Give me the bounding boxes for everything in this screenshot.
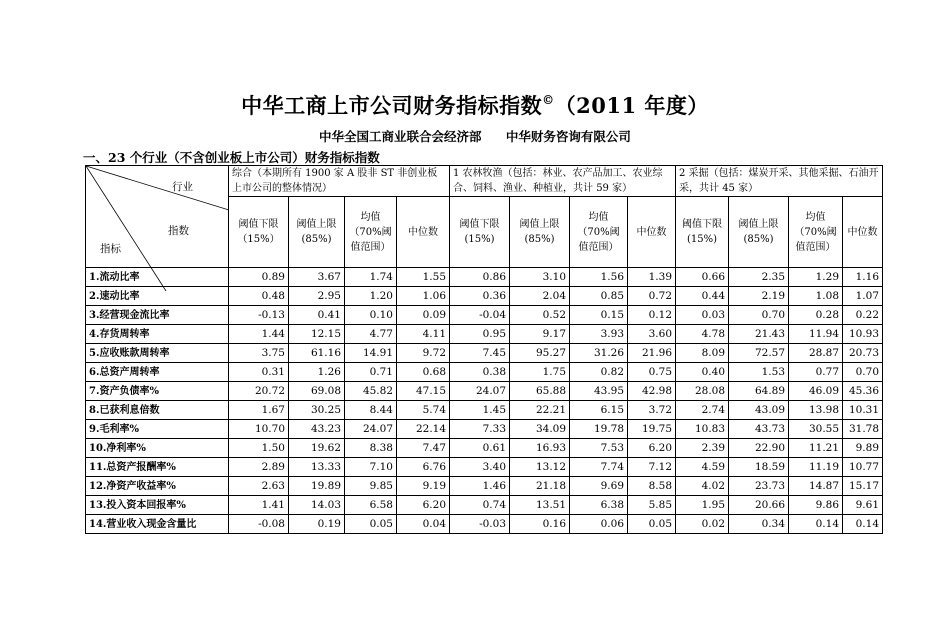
value-cell: 1.67 bbox=[229, 401, 289, 420]
table-row bbox=[86, 382, 883, 401]
value-cell: 1.50 bbox=[229, 439, 289, 458]
subheader-cell: 中位数 bbox=[843, 197, 883, 268]
value-cell: 13.33 bbox=[289, 458, 345, 477]
copyright-mark: © bbox=[542, 93, 555, 107]
value-cell: 19.62 bbox=[289, 439, 345, 458]
value-cell: 10.70 bbox=[229, 420, 289, 439]
value-cell: -0.08 bbox=[229, 515, 289, 534]
value-cell: 0.28 bbox=[789, 306, 843, 325]
indicator-name: 1.流动比率 bbox=[86, 268, 229, 287]
value-cell: 21.96 bbox=[628, 344, 676, 363]
value-cell: 3.40 bbox=[450, 458, 510, 477]
value-cell: 34.09 bbox=[510, 420, 570, 439]
value-cell: 0.03 bbox=[676, 306, 729, 325]
corner-diagonal-lines bbox=[86, 166, 229, 291]
value-cell: 22.90 bbox=[729, 439, 789, 458]
value-cell: 2.19 bbox=[729, 287, 789, 306]
value-cell: 1.08 bbox=[789, 287, 843, 306]
value-cell: 0.86 bbox=[450, 268, 510, 287]
subheader-cell: 均值（70%阈值范围） bbox=[570, 197, 628, 268]
value-cell: 8.09 bbox=[676, 344, 729, 363]
indicator-name: 4.存货周转率 bbox=[86, 325, 229, 344]
value-cell: 0.77 bbox=[789, 363, 843, 382]
table-body bbox=[86, 268, 883, 534]
value-cell: 6.20 bbox=[397, 496, 450, 515]
value-cell: 6.15 bbox=[570, 401, 628, 420]
indicator-name: 9.毛利率% bbox=[86, 420, 229, 439]
value-cell: -0.03 bbox=[450, 515, 510, 534]
value-cell: 21.18 bbox=[510, 477, 570, 496]
value-cell: 0.12 bbox=[628, 306, 676, 325]
value-cell: 0.48 bbox=[229, 287, 289, 306]
value-cell: 10.93 bbox=[843, 325, 883, 344]
value-cell: 13.51 bbox=[510, 496, 570, 515]
value-cell: 69.08 bbox=[289, 382, 345, 401]
group-header-agriculture: 1 农林牧渔（包括：林业、农产品加工、农业综合、饲料、渔业、种植业，共计 59 家） bbox=[450, 166, 676, 197]
group-header-mining: 2 采掘（包括：煤炭开采、其他采掘、石油开采，共计 45 家） bbox=[676, 166, 883, 197]
value-cell: 19.78 bbox=[570, 420, 628, 439]
value-cell: 43.09 bbox=[729, 401, 789, 420]
value-cell: 0.05 bbox=[345, 515, 397, 534]
value-cell: 13.12 bbox=[510, 458, 570, 477]
value-cell: 45.36 bbox=[843, 382, 883, 401]
value-cell: 7.33 bbox=[450, 420, 510, 439]
value-cell: 0.72 bbox=[628, 287, 676, 306]
value-cell: 0.09 bbox=[397, 306, 450, 325]
table-row bbox=[86, 458, 883, 477]
value-cell: 11.94 bbox=[789, 325, 843, 344]
value-cell: 0.31 bbox=[229, 363, 289, 382]
value-cell: 2.89 bbox=[229, 458, 289, 477]
value-cell: -0.04 bbox=[450, 306, 510, 325]
value-cell: 0.06 bbox=[570, 515, 628, 534]
value-cell: 31.78 bbox=[843, 420, 883, 439]
value-cell: 28.87 bbox=[789, 344, 843, 363]
table-row bbox=[86, 401, 883, 420]
org-name-2: 中华财务咨询有限公司 bbox=[505, 129, 631, 144]
value-cell: 5.85 bbox=[628, 496, 676, 515]
value-cell: 1.20 bbox=[345, 287, 397, 306]
value-cell: 10.31 bbox=[843, 401, 883, 420]
value-cell: 0.52 bbox=[510, 306, 570, 325]
value-cell: 0.14 bbox=[789, 515, 843, 534]
value-cell: 9.19 bbox=[397, 477, 450, 496]
value-cell: 0.82 bbox=[570, 363, 628, 382]
value-cell: 9.17 bbox=[510, 325, 570, 344]
value-cell: 16.93 bbox=[510, 439, 570, 458]
value-cell: 42.98 bbox=[628, 382, 676, 401]
value-cell: 1.26 bbox=[289, 363, 345, 382]
subheader-cell: 阈值上限(85%) bbox=[289, 197, 345, 268]
subheader-cell: 中位数 bbox=[628, 197, 676, 268]
value-cell: 0.14 bbox=[843, 515, 883, 534]
value-cell: 22.21 bbox=[510, 401, 570, 420]
subheader-cell: 均值（70%阈值范围） bbox=[345, 197, 397, 268]
value-cell: 6.58 bbox=[345, 496, 397, 515]
value-cell: 1.75 bbox=[510, 363, 570, 382]
value-cell: 1.56 bbox=[570, 268, 628, 287]
indicator-name: 10.净利率% bbox=[86, 439, 229, 458]
subheader-cell: 中位数 bbox=[397, 197, 450, 268]
value-cell: 10.83 bbox=[676, 420, 729, 439]
value-cell: 7.53 bbox=[570, 439, 628, 458]
value-cell: 1.45 bbox=[450, 401, 510, 420]
value-cell: 20.72 bbox=[229, 382, 289, 401]
indicator-name: 14.营业收入现金含量比 bbox=[86, 515, 229, 534]
corner-label-index: 指数 bbox=[168, 225, 189, 237]
value-cell: 0.95 bbox=[450, 325, 510, 344]
table-row bbox=[86, 363, 883, 382]
indicator-name: 12.净资产收益率% bbox=[86, 477, 229, 496]
value-cell: 31.26 bbox=[570, 344, 628, 363]
indicator-name: 3.经营现金流比率 bbox=[86, 306, 229, 325]
value-cell: 1.41 bbox=[229, 496, 289, 515]
indicator-name: 6.总资产周转率 bbox=[86, 363, 229, 382]
value-cell: 0.36 bbox=[450, 287, 510, 306]
corner-header-cell bbox=[86, 166, 229, 268]
value-cell: 3.10 bbox=[510, 268, 570, 287]
value-cell: 0.10 bbox=[345, 306, 397, 325]
value-cell: 2.63 bbox=[229, 477, 289, 496]
value-cell: 19.75 bbox=[628, 420, 676, 439]
value-cell: 3.60 bbox=[628, 325, 676, 344]
table-row bbox=[86, 515, 883, 534]
value-cell: 14.91 bbox=[345, 344, 397, 363]
value-cell: 1.53 bbox=[729, 363, 789, 382]
value-cell: 2.39 bbox=[676, 439, 729, 458]
value-cell: 7.74 bbox=[570, 458, 628, 477]
value-cell: 2.95 bbox=[289, 287, 345, 306]
value-cell: 21.43 bbox=[729, 325, 789, 344]
value-cell: 4.59 bbox=[676, 458, 729, 477]
value-cell: 4.77 bbox=[345, 325, 397, 344]
value-cell: 46.09 bbox=[789, 382, 843, 401]
value-cell: 14.87 bbox=[789, 477, 843, 496]
value-cell: 2.35 bbox=[729, 268, 789, 287]
value-cell: 4.11 bbox=[397, 325, 450, 344]
value-cell: 0.34 bbox=[729, 515, 789, 534]
indicator-name: 5.应收账款周转率 bbox=[86, 344, 229, 363]
value-cell: 0.70 bbox=[729, 306, 789, 325]
value-cell: 0.15 bbox=[570, 306, 628, 325]
value-cell: 8.58 bbox=[628, 477, 676, 496]
value-cell: 0.22 bbox=[843, 306, 883, 325]
value-cell: 14.03 bbox=[289, 496, 345, 515]
value-cell: 0.40 bbox=[676, 363, 729, 382]
value-cell: 0.70 bbox=[843, 363, 883, 382]
value-cell: 0.68 bbox=[397, 363, 450, 382]
table-row bbox=[86, 306, 883, 325]
subtitle bbox=[0, 127, 950, 145]
title-main: 中华工商上市公司财务指标指数 bbox=[241, 93, 543, 118]
subheader-cell: 阈值下限（15%） bbox=[229, 197, 289, 268]
value-cell: 72.57 bbox=[729, 344, 789, 363]
value-cell: 23.73 bbox=[729, 477, 789, 496]
value-cell: 43.23 bbox=[289, 420, 345, 439]
corner-label-industry: 行业 bbox=[172, 181, 193, 193]
value-cell: 4.02 bbox=[676, 477, 729, 496]
title-year: （2011 年度） bbox=[554, 93, 709, 118]
value-cell: 43.73 bbox=[729, 420, 789, 439]
indicator-name: 13.投入资本回报率% bbox=[86, 496, 229, 515]
group-header-composite: 综合（本期所有 1900 家 A 股非 ST 非创业板上市公司的整体情况） bbox=[229, 166, 450, 197]
table-row bbox=[86, 439, 883, 458]
value-cell: 7.12 bbox=[628, 458, 676, 477]
value-cell: 0.05 bbox=[628, 515, 676, 534]
value-cell: 0.75 bbox=[628, 363, 676, 382]
subheader-cell: 阈值上限(85%) bbox=[510, 197, 570, 268]
value-cell: 1.29 bbox=[789, 268, 843, 287]
value-cell: 20.73 bbox=[843, 344, 883, 363]
subheader-cell: 阈值下限(15%) bbox=[450, 197, 510, 268]
value-cell: 12.15 bbox=[289, 325, 345, 344]
value-cell: 18.59 bbox=[729, 458, 789, 477]
table-row bbox=[86, 325, 883, 344]
value-cell: 47.15 bbox=[397, 382, 450, 401]
value-cell: 8.38 bbox=[345, 439, 397, 458]
value-cell: 95.27 bbox=[510, 344, 570, 363]
value-cell: 1.07 bbox=[843, 287, 883, 306]
value-cell: 0.38 bbox=[450, 363, 510, 382]
value-cell: 3.75 bbox=[229, 344, 289, 363]
value-cell: 10.77 bbox=[843, 458, 883, 477]
page-title bbox=[0, 90, 950, 120]
value-cell: 3.72 bbox=[628, 401, 676, 420]
value-cell: 43.95 bbox=[570, 382, 628, 401]
org-name-1: 中华全国工商业联合会经济部 bbox=[319, 129, 482, 144]
table-row bbox=[86, 477, 883, 496]
value-cell: 30.25 bbox=[289, 401, 345, 420]
section-title: 一、23 个行业（不含创业板上市公司）财务指标指数 bbox=[83, 150, 380, 165]
value-cell: 1.39 bbox=[628, 268, 676, 287]
value-cell: 6.38 bbox=[570, 496, 628, 515]
value-cell: 30.55 bbox=[789, 420, 843, 439]
value-cell: 1.16 bbox=[843, 268, 883, 287]
indicator-name: 8.已获利息倍数 bbox=[86, 401, 229, 420]
value-cell: 0.44 bbox=[676, 287, 729, 306]
value-cell: 9.85 bbox=[345, 477, 397, 496]
value-cell: 1.74 bbox=[345, 268, 397, 287]
indicator-name: 2.速动比率 bbox=[86, 287, 229, 306]
value-cell: 9.89 bbox=[843, 439, 883, 458]
value-cell: 0.89 bbox=[229, 268, 289, 287]
table-row bbox=[86, 496, 883, 515]
value-cell: 6.76 bbox=[397, 458, 450, 477]
value-cell: 5.74 bbox=[397, 401, 450, 420]
subheader-cell: 阈值下限(15%) bbox=[676, 197, 729, 268]
value-cell: 7.45 bbox=[450, 344, 510, 363]
value-cell: 24.07 bbox=[345, 420, 397, 439]
value-cell: 13.98 bbox=[789, 401, 843, 420]
corner-label-indicator: 指标 bbox=[100, 243, 121, 255]
table-row bbox=[86, 344, 883, 363]
indicator-name: 11.总资产报酬率% bbox=[86, 458, 229, 477]
value-cell: 0.19 bbox=[289, 515, 345, 534]
value-cell: 61.16 bbox=[289, 344, 345, 363]
value-cell: 20.66 bbox=[729, 496, 789, 515]
value-cell: 9.69 bbox=[570, 477, 628, 496]
value-cell: 11.19 bbox=[789, 458, 843, 477]
value-cell: 2.74 bbox=[676, 401, 729, 420]
subheader-cell: 阈值上限(85%) bbox=[729, 197, 789, 268]
value-cell: 3.67 bbox=[289, 268, 345, 287]
value-cell: 45.82 bbox=[345, 382, 397, 401]
value-cell: 9.72 bbox=[397, 344, 450, 363]
value-cell: 11.21 bbox=[789, 439, 843, 458]
value-cell: 0.61 bbox=[450, 439, 510, 458]
group-header-row bbox=[86, 166, 883, 197]
value-cell: 0.16 bbox=[510, 515, 570, 534]
value-cell: 24.07 bbox=[450, 382, 510, 401]
value-cell: 6.20 bbox=[628, 439, 676, 458]
value-cell: 64.89 bbox=[729, 382, 789, 401]
value-cell: 1.46 bbox=[450, 477, 510, 496]
value-cell: 15.17 bbox=[843, 477, 883, 496]
value-cell: 0.04 bbox=[397, 515, 450, 534]
value-cell: -0.13 bbox=[229, 306, 289, 325]
indicator-name: 7.资产负债率% bbox=[86, 382, 229, 401]
value-cell: 65.88 bbox=[510, 382, 570, 401]
value-cell: 0.85 bbox=[570, 287, 628, 306]
value-cell: 2.04 bbox=[510, 287, 570, 306]
financial-index-table bbox=[85, 165, 883, 534]
value-cell: 9.86 bbox=[789, 496, 843, 515]
value-cell: 0.02 bbox=[676, 515, 729, 534]
value-cell: 1.06 bbox=[397, 287, 450, 306]
value-cell: 19.89 bbox=[289, 477, 345, 496]
value-cell: 0.74 bbox=[450, 496, 510, 515]
value-cell: 1.95 bbox=[676, 496, 729, 515]
value-cell: 0.41 bbox=[289, 306, 345, 325]
value-cell: 0.66 bbox=[676, 268, 729, 287]
value-cell: 7.10 bbox=[345, 458, 397, 477]
value-cell: 1.44 bbox=[229, 325, 289, 344]
value-cell: 7.47 bbox=[397, 439, 450, 458]
value-cell: 0.71 bbox=[345, 363, 397, 382]
subheader-cell: 均值（70%阈值范围） bbox=[789, 197, 843, 268]
value-cell: 8.44 bbox=[345, 401, 397, 420]
value-cell: 4.78 bbox=[676, 325, 729, 344]
value-cell: 28.08 bbox=[676, 382, 729, 401]
table-row bbox=[86, 420, 883, 439]
value-cell: 22.14 bbox=[397, 420, 450, 439]
value-cell: 1.55 bbox=[397, 268, 450, 287]
value-cell: 9.61 bbox=[843, 496, 883, 515]
value-cell: 3.93 bbox=[570, 325, 628, 344]
